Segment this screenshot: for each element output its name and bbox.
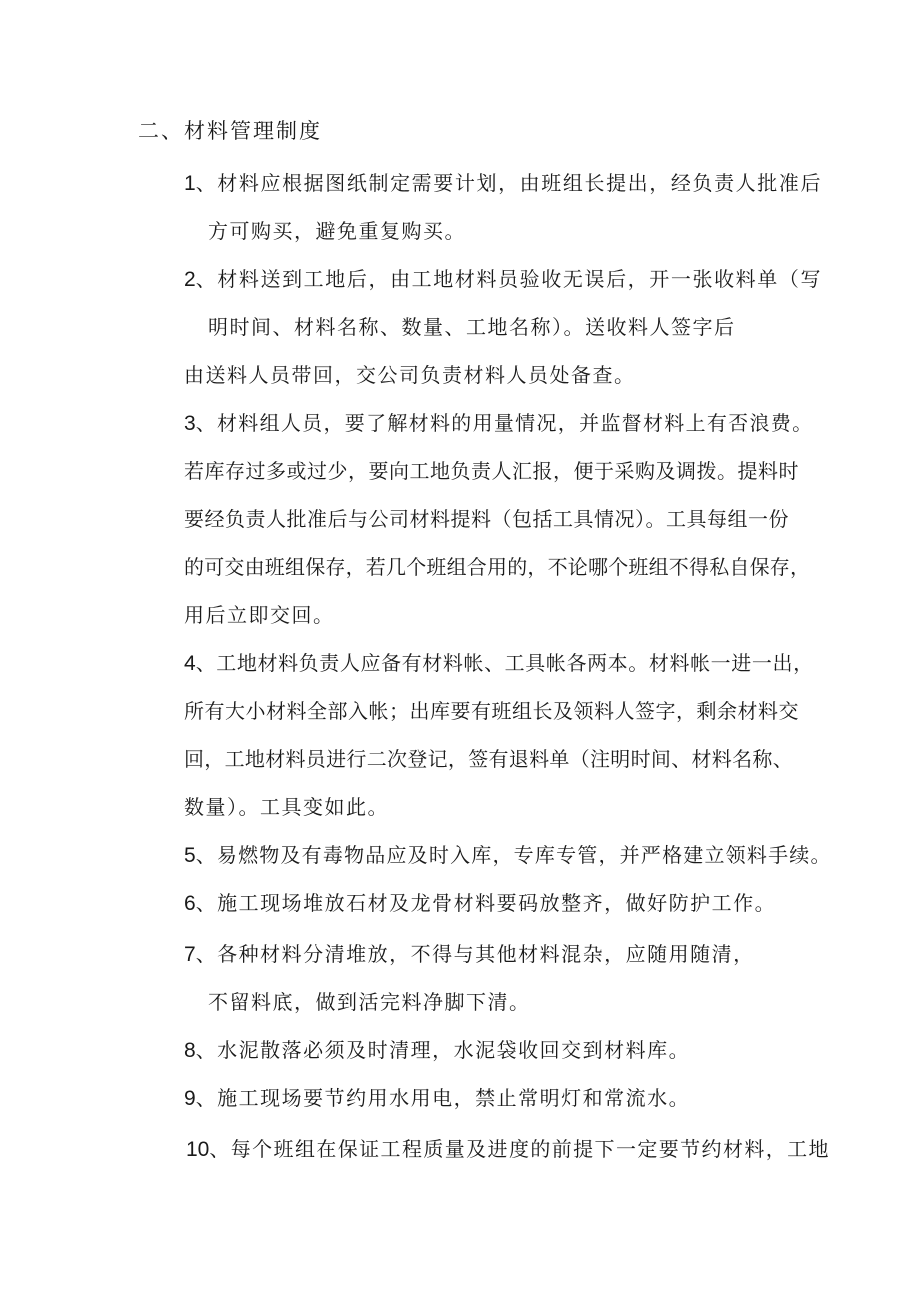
item-text: 、施工现场堆放石材及龙骨材料要码放整齐，做好防护工作。 <box>195 891 777 915</box>
list-item-4-line-3: 回，工地材料员进行二次登记，签有退料单（注明时间、材料名称、 <box>184 747 793 771</box>
item-text: 、每个班组在保证工程质量及进度的前提下一定要节约材料，工地 <box>209 1137 830 1161</box>
list-item-10-line-1 <box>186 1136 830 1163</box>
list-item-1-line-2: 方可购买，避免重复购买。 <box>208 219 466 243</box>
list-item-4-line-2: 所有大小材料全部入帐；出库要有班组长及领料人签字，剩余材料交 <box>184 699 799 723</box>
item-text: 、施工现场要节约用水用电，禁止常明灯和常流水。 <box>195 1086 691 1110</box>
list-item-3-line-3: 要经负责人批准后与公司材料提料（包括工具情况）。工具每组一份 <box>184 507 789 531</box>
list-item-2-line-1 <box>184 266 822 293</box>
list-item-3-line-5: 用后立即交回。 <box>184 603 335 627</box>
list-item-4-line-1 <box>184 650 814 677</box>
list-item-1-line-1 <box>184 170 822 197</box>
item-number: 1 <box>184 172 196 195</box>
item-text: 、水泥散落必须及时清理，水泥袋收回交到材料库。 <box>195 1038 691 1062</box>
list-item-2-line-2: 明时间、材料名称、数量、工地名称）。送收料人签字后 <box>208 315 736 339</box>
item-text: 、材料组人员，要了解材料的用量情况，并监督材料上有否浪费。 <box>195 411 814 435</box>
item-text: 、各种材料分清堆放，不得与其他材料混杂，应随用随清， <box>195 942 755 966</box>
item-text: 、材料应根据图纸制定需要计划，由班组长提出，经负责人批准后 <box>195 171 823 195</box>
list-item-3-line-1 <box>184 410 813 437</box>
list-item-2-line-3: 由送料人员带回，交公司负责材料人员处备查。 <box>184 363 636 387</box>
item-number: 3 <box>184 412 196 435</box>
item-number: 4 <box>184 652 196 675</box>
item-number: 7 <box>184 943 196 966</box>
list-item-3-line-4: 的可交由班组保存，若几个班组合用的，不论哪个班组不得私自保存， <box>184 555 811 579</box>
section-heading: 二、材料管理制度 <box>138 119 322 143</box>
list-item-5-line-1 <box>184 842 832 869</box>
item-text: 、工地材料负责人应备有材料帐、工具帐各两本。材料帐一进一出， <box>195 651 814 675</box>
item-number: 2 <box>184 268 196 291</box>
item-text: 、材料送到工地后，由工地材料员验收无误后，开一张收料单（写 <box>195 267 823 291</box>
list-item-3-line-2: 若库存过多或过少，要向工地负责人汇报，便于采购及调拨。提料时 <box>184 459 799 483</box>
list-item-6-line-1 <box>184 890 776 917</box>
list-item-4-line-4: 数量）。工具变如此。 <box>184 795 389 819</box>
item-number: 5 <box>184 844 196 867</box>
list-item-7-line-2: 不留料底，做到活完料净脚下清。 <box>208 990 531 1014</box>
list-item-7-line-1 <box>184 941 755 968</box>
list-item-8-line-1 <box>184 1037 690 1064</box>
item-number: 10 <box>186 1138 210 1161</box>
item-number: 9 <box>184 1087 196 1110</box>
list-item-9-line-1 <box>184 1085 690 1112</box>
item-text: 、易燃物及有毒物品应及时入库，专库专管，并严格建立领料手续。 <box>195 843 832 867</box>
item-number: 8 <box>184 1039 196 1062</box>
item-number: 6 <box>184 892 196 915</box>
